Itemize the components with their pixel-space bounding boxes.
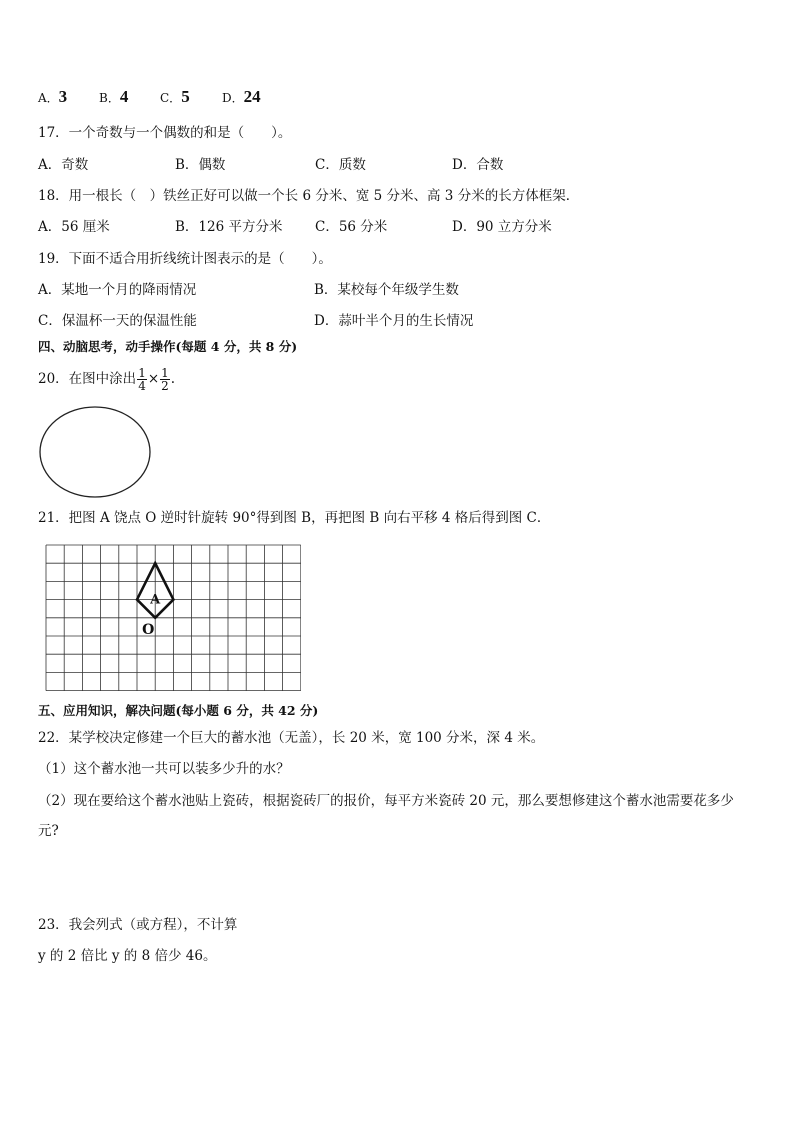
q16-option-d	[222, 88, 261, 107]
option-value: 5	[181, 87, 190, 106]
q20-prefix: 20．在图中涂出	[38, 371, 137, 387]
q16-option-c	[160, 88, 190, 107]
q22-sub2-line2: 元?	[38, 823, 59, 839]
q17-stem: 17．一个奇数与一个偶数的和是（ ）。	[38, 125, 292, 141]
q17-option-b: B．偶数	[175, 157, 226, 173]
fraction-numerator: 1	[138, 366, 146, 380]
option-value: 24	[243, 87, 261, 106]
q18-option-b: B．126 平方分米	[175, 219, 283, 235]
q23-line2: y 的 2 倍比 y 的 8 倍少 46。	[38, 948, 217, 964]
q18-option-c: C．56 分米	[315, 219, 388, 235]
option-value: 4	[119, 87, 129, 106]
q16-option-b	[99, 88, 128, 107]
label-a: A	[150, 592, 161, 608]
section-5-heading: 五、应用知识，解决问题(每小题 6 分，共 42 分)	[38, 703, 319, 718]
q22-stem: 22．某学校决定修建一个巨大的蓄水池（无盖），长 20 米，宽 100 分米，深 4 米。	[38, 730, 545, 746]
q19-option-c: C．保温杯一天的保温性能	[38, 313, 197, 329]
q19-stem: 19．下面不适合用折线统计图表示的是（ ）。	[38, 251, 332, 267]
q18-option-d: D．90 立方分米	[452, 219, 552, 235]
times-sign: ×	[147, 371, 160, 387]
q21-stem: 21．把图 A 饶点 O 逆时针旋转 90°得到图 B，再把图 B 向右平移 4 格后得到图 C．	[38, 510, 551, 526]
fraction-one-half	[160, 367, 170, 392]
q19-option-d: D．蒜叶半个月的生长情况	[314, 313, 474, 329]
option-letter: D．	[222, 91, 244, 105]
option-letter: A．	[38, 91, 59, 105]
section-4-heading: 四、动脑思考，动手操作(每题 4 分，共 8 分)	[38, 339, 298, 354]
option-value: 3	[58, 87, 68, 106]
q17-option-c: C．质数	[315, 157, 366, 173]
grid-figure[interactable]	[45, 544, 301, 692]
q16-option-a	[38, 88, 67, 107]
option-letter: B．	[99, 91, 120, 105]
q17-option-d: D．合数	[452, 157, 504, 173]
fraction-denominator: 4	[138, 379, 146, 393]
fraction-denominator: 2	[161, 379, 169, 393]
q23-stem: 23．我会列式（或方程），不计算	[38, 917, 238, 933]
fraction-numerator: 1	[161, 366, 169, 380]
q19-option-a: A．某地一个月的降雨情况	[38, 282, 197, 298]
q19-option-b: B．某校每个年级学生数	[314, 282, 459, 298]
q17-option-a: A．奇数	[38, 157, 89, 173]
q18-stem: 18．用一根长（ ）铁丝正好可以做一个长 6 分米、宽 5 分米、高 3 分米的长方体框架．	[38, 188, 580, 204]
q22-sub1: （1）这个蓄水池一共可以装多少升的水？	[38, 761, 290, 777]
label-o: O	[142, 621, 155, 638]
q22-sub2-line1: （2）现在要给这个蓄水池贴上瓷砖，根据瓷砖厂的报价，每平方米瓷砖 20 元，那么要想修建这个蓄水池需要花多少	[38, 793, 734, 809]
q20-suffix: .	[170, 371, 176, 387]
circle-figure[interactable]	[38, 405, 154, 501]
option-letter: C．	[160, 91, 182, 105]
q18-option-a: A．56 厘米	[38, 219, 110, 235]
q20-stem	[38, 366, 175, 392]
fraction-one-quarter	[137, 367, 147, 392]
